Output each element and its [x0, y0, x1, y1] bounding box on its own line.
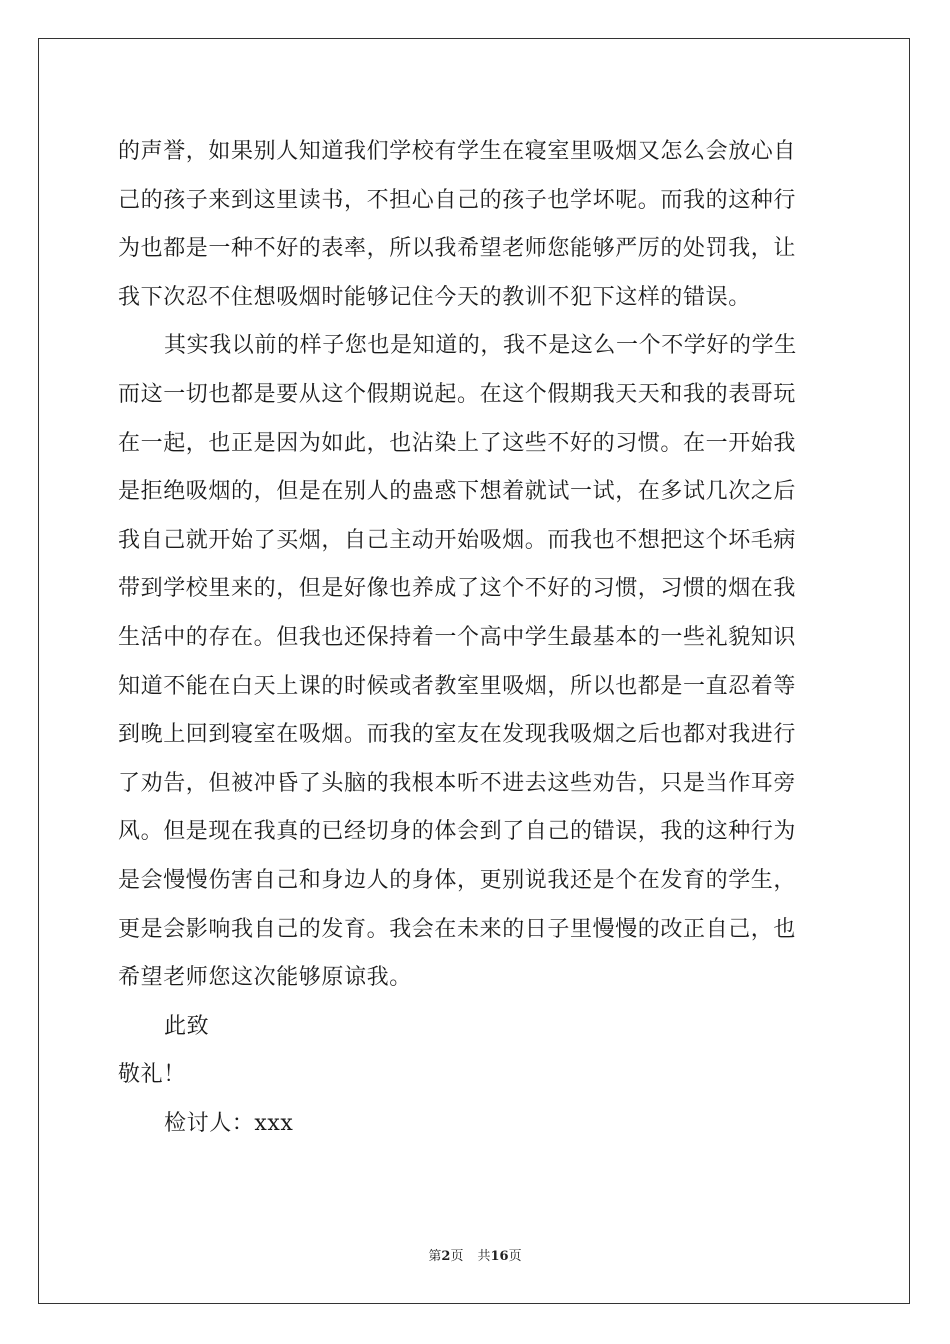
paragraph-line: 其实我以前的样子您也是知道的，我不是这么一个不学好的学生	[164, 333, 797, 359]
paragraph-line: 己的孩子来到这里读书，不担心自己的孩子也学坏呢。而我的这种行	[118, 187, 797, 213]
paragraph-line: 知道不能在白天上课的时候或者教室里吸烟，所以也都是一直忍着等	[118, 673, 797, 699]
paragraph-line: 更是会影响我自己的发育。我会在未来的日子里慢慢的改正自己，也	[118, 916, 797, 942]
page-number: 2	[441, 1249, 451, 1264]
closing-salutation: 此致	[164, 1013, 210, 1039]
paragraph-line: 在一起，也正是因为如此，也沾染上了这些不好的习惯。在一开始我	[118, 430, 797, 456]
paragraph-line: 我自己就开始了买烟，自己主动开始吸烟。而我也不想把这个坏毛病	[118, 527, 797, 553]
total-suffix: 页	[508, 1249, 522, 1264]
total-pages: 16	[490, 1249, 509, 1264]
paragraph-line: 了劝告，但被冲昏了头脑的我根本听不进去这些劝告，只是当作耳旁	[118, 770, 797, 796]
document-body	[118, 128, 834, 1148]
paragraph-line: 而这一切也都是要从这个假期说起。在这个假期我天天和我的表哥玩	[118, 381, 797, 407]
paragraph-line: 生活中的存在。但我也还保持着一个高中学生最基本的一些礼貌知识	[118, 624, 797, 650]
signature-line: 检讨人：xxx	[164, 1110, 294, 1136]
total-prefix: 共	[477, 1249, 491, 1264]
page-prefix: 第	[428, 1249, 442, 1264]
closing-respect: 敬礼！	[118, 1062, 186, 1088]
paragraph-line: 带到学校里来的，但是好像也养成了这个不好的习惯，习惯的烟在我	[118, 576, 797, 602]
paragraph-line: 到晚上回到寝室在吸烟。而我的室友在发现我吸烟之后也都对我进行	[118, 722, 797, 748]
paragraph-line: 的声誉，如果别人知道我们学校有学生在寝室里吸烟又怎么会放心自	[118, 139, 797, 164]
page-suffix: 页	[450, 1249, 464, 1264]
paragraph-line: 是会慢慢伤害自己和身边人的身体，更别说我还是个在发育的学生，	[118, 867, 797, 893]
page-footer	[0, 1248, 950, 1266]
paragraph-line: 为也都是一种不好的表率，所以我希望老师您能够严厉的处罚我，让	[118, 236, 797, 262]
paragraph-line: 希望老师您这次能够原谅我。	[118, 965, 412, 991]
paragraph-line: 我下次忍不住想吸烟时能够记住今天的教训不犯下这样的错误。	[118, 284, 751, 310]
paragraph-line: 是拒绝吸烟的，但是在别人的蛊惑下想着就试一试，在多试几次之后	[118, 479, 797, 505]
paragraph-line: 风。但是现在我真的已经切身的体会到了自己的错误，我的这种行为	[118, 819, 797, 845]
